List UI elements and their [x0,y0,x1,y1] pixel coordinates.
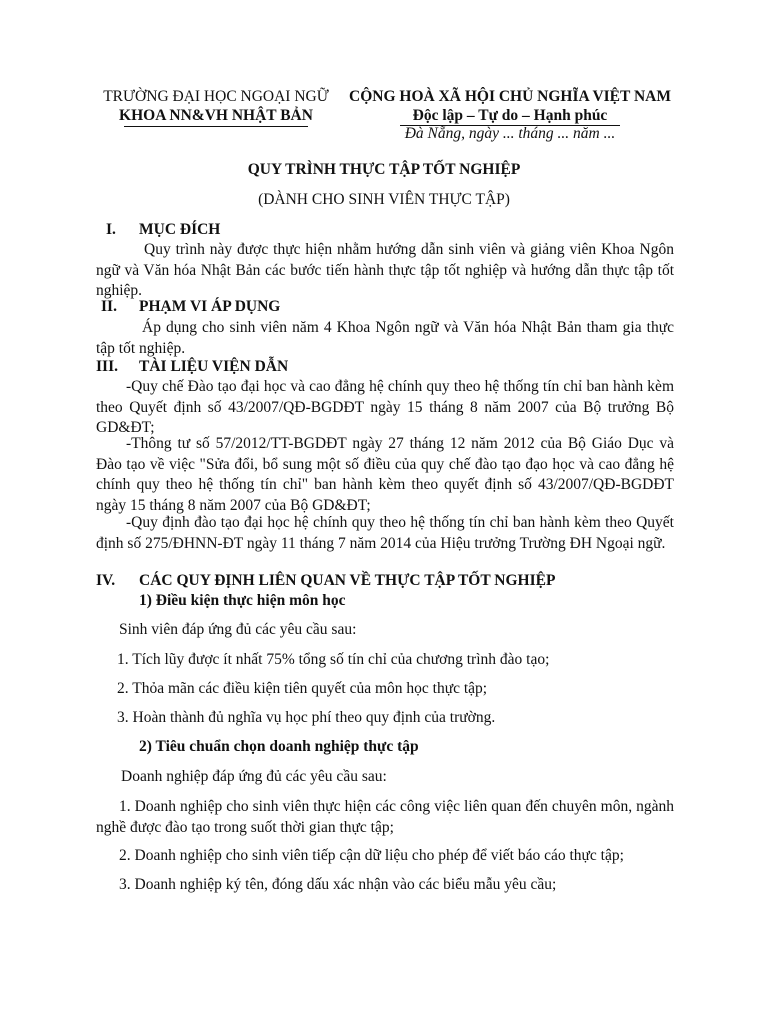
reference-item-3: -Quy định đào tạo đại học hệ chính quy theo hệ thống tín chỉ ban hành kèm theo Quyết định số 275/ĐHNN-ĐT ngày 11 tháng 7 năm 2014 của Hiệu trưởng Trường ĐH Ngoại ngữ. [96,514,674,552]
reference-item-1: -Quy chế Đào tạo đại học và cao đẳng hệ chính quy theo hệ thống tín chỉ ban hành kèm theo Quyết định số 43/2007/QĐ-BGDĐT ngày 15 tháng 8 năm 2007 của Bộ trưởng Bộ GD&ĐT; [96,378,674,436]
section-number-2: II. [101,298,117,315]
country-name: CỘNG HOÀ XÃ HỘI CHỦ NGHĨA VIỆT NAM [349,88,671,105]
faculty-name: KHOA NN&VH NHẬT BẢN [119,107,313,124]
national-motto: Độc lập – Tự do – Hạnh phúc [412,107,608,124]
document-title: QUY TRÌNH THỰC TẬP TỐT NGHIỆP [247,161,521,178]
enterprise-item-1: 1. Doanh nghiệp cho sinh viên thực hiện các công việc liên quan đến chuyên môn, ngành nghề được đào tạo trong suốt thời gian thực tập; [96,798,674,836]
condition-item-2: 2. Thỏa mãn các điều kiện tiên quyết của môn học thực tập; [117,680,488,697]
section-number-1: I. [106,221,116,238]
conditions-intro: Sinh viên đáp ứng đủ các yêu cầu sau: [119,621,357,638]
reference-text-1: Quy chế Đào tạo đại học và cao đẳng hệ chính quy theo hệ thống tín chỉ ban hành kèm theo Quyết định số 43/2007/QĐ-BGDĐT ngày 15 tháng 8 năm 2007 của Bộ trưởng Bộ GD&ĐT; [96,378,674,436]
purpose-paragraph: Quy trình này được thực hiện nhằm hướng dẫn sinh viên và giảng viên Khoa Ngôn ngữ và Văn hóa Nhật Bản các bước tiến hành thực tập tốt nghiệp và hướng dẫn thực tập tốt nghiệp. [96,241,674,299]
scope-paragraph: Áp dụng cho sinh viên năm 4 Khoa Ngôn ngữ và Văn hóa Nhật Bản tham gia thực tập tốt nghiệp. [96,319,674,357]
reference-text-3: Quy định đào tạo đại học hệ chính quy theo hệ thống tín chỉ ban hành kèm theo Quyết định số 275/ĐHNN-ĐT ngày 11 tháng 7 năm 2014 của Hiệu trưởng Trường ĐH Ngoại ngữ. [96,514,674,552]
place-date: Đà Nẵng, ngày ... tháng ... năm ... [404,125,616,142]
subsection-heading-conditions: 1) Điều kiện thực hiện môn học [139,592,346,609]
enterprise-item-2: 2. Doanh nghiệp cho sinh viên tiếp cận dữ liệu cho phép để viết báo cáo thực tập; [119,847,624,864]
section-heading-references: TÀI LIỆU VIỆN DẪN [139,358,289,375]
reference-item-2: -Thông tư số 57/2012/TT-BGDĐT ngày 27 tháng 12 năm 2012 của Bộ Giáo Dục và Đào tạo về việc "Sửa đổi, bổ sung một số điều của quy chế đào tạo đạo học và cao đẳng hệ chính quy theo hệ thống tín chỉ" ban hành kèm theo quyết định số 43/2007/QĐ-BGDĐT ngày 15 tháng 8 năm 2007 của Bộ GD&ĐT; [96,435,674,514]
document-subtitle: (DÀNH CHO SINH VIÊN THỰC TẬP) [258,191,510,208]
section-heading-scope: PHẠM VI ÁP DỤNG [139,298,281,315]
condition-item-3: 3. Hoàn thành đủ nghĩa vụ học phí theo quy định của trường. [117,709,496,726]
reference-text-2: Thông tư số 57/2012/TT-BGDĐT ngày 27 tháng 12 năm 2012 của Bộ Giáo Dục và Đào tạo về việc "Sửa đổi, bổ sung một số điều của quy chế đào tạo đạo học và cao đẳng hệ chính quy theo hệ thống tín chỉ" ban hành kèm theo quyết định số 43/2007/QĐ-BGDĐT ngày 15 tháng 8 năm 2007 của Bộ GD&ĐT; [96,435,674,514]
condition-item-1: 1. Tích lũy được ít nhất 75% tổng số tín chỉ của chương trình đào tạo; [117,651,550,668]
section-heading-regulations: CÁC QUY ĐỊNH LIÊN QUAN VỀ THỰC TẬP TỐT NGHIỆP [139,572,556,589]
section-number-3: III. [96,358,118,375]
faculty-underline [124,126,308,127]
section-heading-purpose: MỤC ĐÍCH [139,221,221,238]
subsection-heading-enterprise-criteria: 2) Tiêu chuẩn chọn doanh nghiệp thực tập [139,738,419,755]
enterprise-intro: Doanh nghiệp đáp ứng đủ các yêu cầu sau: [121,768,387,785]
school-name: TRƯỜNG ĐẠI HỌC NGOẠI NGỮ [103,88,329,105]
enterprise-item-3: 3. Doanh nghiệp ký tên, đóng dấu xác nhận vào các biểu mẫu yêu cầu; [119,876,557,893]
section-number-4: IV. [96,572,116,589]
